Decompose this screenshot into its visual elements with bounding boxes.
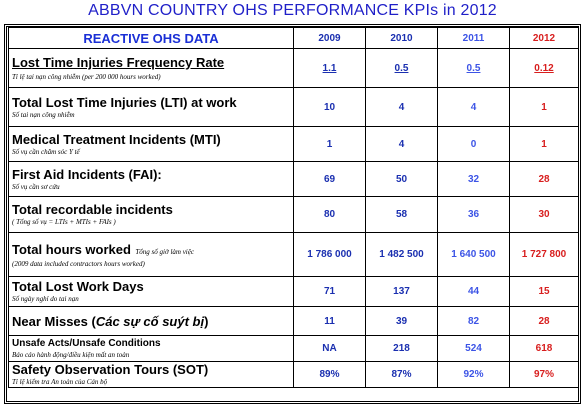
value-2010: 0.5 bbox=[366, 49, 438, 88]
table-row bbox=[9, 88, 579, 127]
value-2011: 32 bbox=[438, 162, 510, 197]
value-2010: 58 bbox=[366, 197, 438, 233]
row-main-label: Total Lost Time Injuries (LTI) at work bbox=[12, 94, 237, 110]
row-label bbox=[9, 197, 294, 233]
year-2012: 2012 bbox=[510, 28, 579, 49]
value-2012: 15 bbox=[510, 277, 579, 307]
value-2009: 10 bbox=[294, 88, 366, 127]
value-2009: NA bbox=[294, 336, 366, 362]
value-2012: 28 bbox=[510, 307, 579, 336]
value-2012: 28 bbox=[510, 162, 579, 197]
value-2011: 82 bbox=[438, 307, 510, 336]
row-main-label: Medical Treatment Incidents (MTI) bbox=[12, 131, 221, 147]
header-label: REACTIVE OHS DATA bbox=[9, 28, 294, 49]
value-2011: 1 640 500 bbox=[438, 233, 510, 277]
value-2011: 0.5 bbox=[438, 49, 510, 88]
value-2010: 4 bbox=[366, 88, 438, 127]
year-2010: 2010 bbox=[366, 28, 438, 49]
row-label bbox=[9, 127, 294, 162]
table-row bbox=[9, 49, 579, 88]
value-2012: 30 bbox=[510, 197, 579, 233]
row-main-label: Total Lost Work Days bbox=[12, 279, 144, 294]
row-main-label: Safety Observation Tours (SOT) bbox=[12, 362, 209, 377]
value-2010: 50 bbox=[366, 162, 438, 197]
row-label bbox=[9, 277, 294, 307]
value-2012: 1 bbox=[510, 88, 579, 127]
row-label bbox=[9, 233, 294, 277]
table-row bbox=[9, 127, 579, 162]
value-2009: 1 786 000 bbox=[294, 233, 366, 277]
row-label bbox=[9, 162, 294, 197]
value-2011: 36 bbox=[438, 197, 510, 233]
kpi-table bbox=[8, 27, 579, 388]
value-2010: 218 bbox=[366, 336, 438, 362]
value-2009: 11 bbox=[294, 307, 366, 336]
value-2009: 89% bbox=[294, 362, 366, 388]
value-2011: 4 bbox=[438, 88, 510, 127]
table-row bbox=[9, 162, 579, 197]
table-header-row bbox=[9, 28, 579, 49]
value-2009: 1 bbox=[294, 127, 366, 162]
row-sub-label: (2009 data included contractors hours worked) bbox=[12, 259, 145, 268]
row-sub-label: Báo cáo hành động/điều kiện mất an toàn bbox=[12, 350, 130, 359]
value-2012: 1 bbox=[510, 127, 579, 162]
row-label bbox=[9, 336, 294, 362]
value-2009: 71 bbox=[294, 277, 366, 307]
value-2011: 44 bbox=[438, 277, 510, 307]
value-2010: 137 bbox=[366, 277, 438, 307]
row-main-label: First Aid Incidents (FAI): bbox=[12, 166, 162, 182]
value-2010: 1 482 500 bbox=[366, 233, 438, 277]
value-2009: 80 bbox=[294, 197, 366, 233]
row-sub-label: Tỉ lệ kiểm tra An toàn của Cán bộ bbox=[12, 378, 108, 386]
value-2012: 97% bbox=[510, 362, 579, 388]
row-main-label: Total recordable incidents bbox=[12, 202, 173, 217]
value-2010: 4 bbox=[366, 127, 438, 162]
table-row bbox=[9, 233, 579, 277]
table-row bbox=[9, 307, 579, 336]
value-2009: 69 bbox=[294, 162, 366, 197]
value-2011: 0 bbox=[438, 127, 510, 162]
table-row bbox=[9, 277, 579, 307]
row-main-suffix: Tổng số giờ làm việc bbox=[135, 247, 194, 256]
row-sub-label: Số vụ cần chăm sóc Y tế bbox=[12, 147, 80, 156]
row-sub-label: Số ngày nghỉ do tai nạn bbox=[12, 295, 79, 303]
row-sub-label: Tỉ lệ tai nạn công nhiễm (per 200 000 hours worked) bbox=[12, 73, 161, 81]
value-2012: 618 bbox=[510, 336, 579, 362]
year-2011: 2011 bbox=[438, 28, 510, 49]
table-row bbox=[9, 362, 579, 388]
value-2012: 1 727 800 bbox=[510, 233, 579, 277]
table-row bbox=[9, 336, 579, 362]
page-title: ABBVN COUNTRY OHS PERFORMANCE KPIs in 2012 bbox=[88, 2, 497, 19]
row-sub-label: Số vụ cần sơ cứu bbox=[12, 182, 60, 191]
row-sub-label: ( Tổng số vụ = LTIs + MTIs + FAIs ) bbox=[12, 218, 116, 226]
value-2011: 92% bbox=[438, 362, 510, 388]
row-label bbox=[9, 49, 294, 88]
row-sub-label: Số tai nạn công nhiễm bbox=[12, 110, 75, 119]
row-label bbox=[9, 88, 294, 127]
row-label bbox=[9, 362, 294, 388]
row-main-label: Near Misses (Các sự cố suýt bị) bbox=[12, 313, 209, 329]
row-main-label: Unsafe Acts/Unsafe Conditions bbox=[12, 337, 161, 349]
year-2009: 2009 bbox=[294, 28, 366, 49]
table-row bbox=[9, 197, 579, 233]
row-label bbox=[9, 307, 294, 336]
row-main-label: Lost Time Injuries Frequency Rate bbox=[12, 55, 225, 70]
value-2011: 524 bbox=[438, 336, 510, 362]
value-2012: 0.12 bbox=[510, 49, 579, 88]
row-main-label: Total hours worked bbox=[12, 241, 131, 257]
value-2010: 39 bbox=[366, 307, 438, 336]
value-2009: 1.1 bbox=[294, 49, 366, 88]
row-main-italic: Các sự cố suýt bị bbox=[95, 313, 205, 329]
value-2010: 87% bbox=[366, 362, 438, 388]
